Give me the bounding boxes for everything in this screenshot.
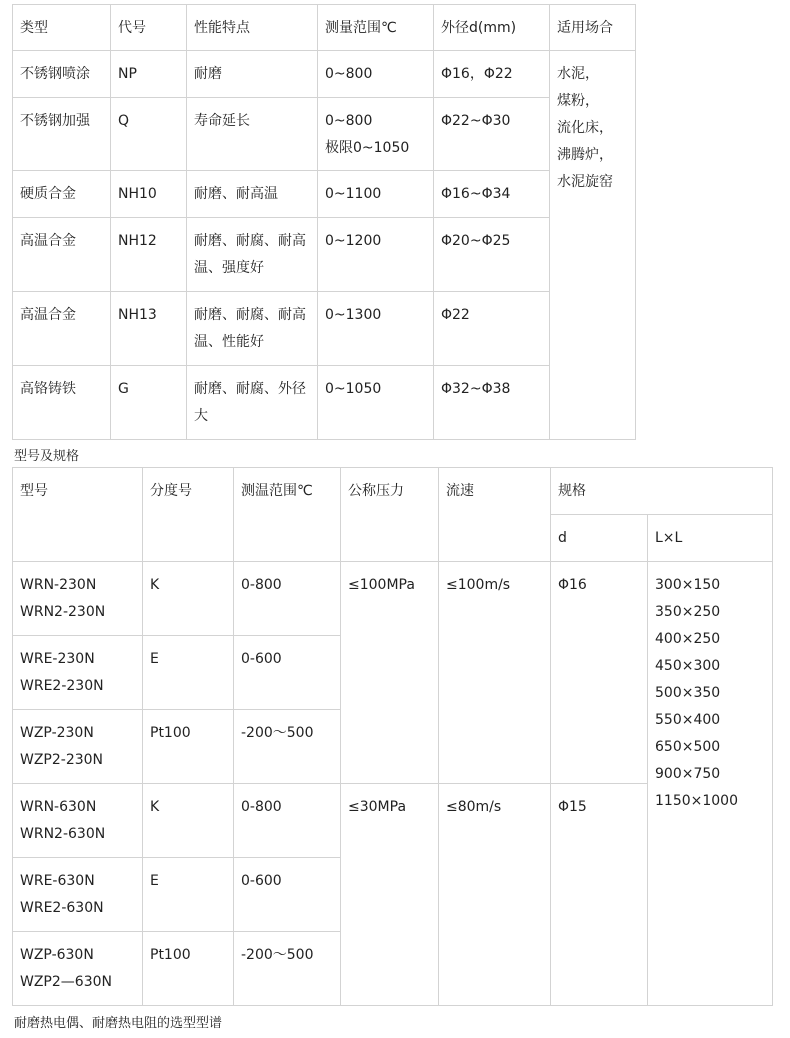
cell-features: 耐磨、耐腐、耐高 温、强度好 (187, 218, 318, 292)
header-flow-speed: 流速 (439, 468, 551, 562)
table-row (13, 218, 636, 292)
cell-range: 0~1100 (318, 171, 434, 218)
cell-features: 寿命延长 (187, 98, 318, 171)
cell-range: 0~1300 (318, 292, 434, 366)
header-features: 性能特点 (187, 5, 318, 51)
table-row (13, 562, 773, 636)
cell-model: WZP-230N WZP2-230N (13, 710, 143, 784)
cell-range: 0~1200 (318, 218, 434, 292)
cell-diameter: Φ22~Φ30 (434, 98, 550, 171)
cell-code: NH13 (111, 292, 187, 366)
cell-type: 高温合金 (13, 292, 111, 366)
table-row (13, 292, 636, 366)
header-graduation: 分度号 (143, 468, 234, 562)
header-d: d (551, 515, 648, 562)
header-code: 代号 (111, 5, 187, 51)
cell-code: Q (111, 98, 187, 171)
header-pressure: 公称压力 (341, 468, 439, 562)
header-diameter: 外径d(mm) (434, 5, 550, 51)
table-row (13, 171, 636, 218)
cell-code: NH10 (111, 171, 187, 218)
header-temp-range: 测温范围℃ (234, 468, 341, 562)
table-caption-models: 型号及规格 (14, 449, 80, 464)
header-application: 适用场合 (550, 5, 636, 51)
cell-temp-range: 0-800 (234, 562, 341, 636)
cell-flow-speed: ≤80m/s (439, 784, 551, 1006)
table-header-row (13, 5, 636, 51)
cell-range: 0~800 极限0~1050 (318, 98, 434, 171)
cell-model: WRE-230N WRE2-230N (13, 636, 143, 710)
cell-pressure: ≤30MPa (341, 784, 439, 1006)
cell-diameter: Φ16~Φ34 (434, 171, 550, 218)
cell-temp-range: 0-600 (234, 636, 341, 710)
cell-d: Φ15 (551, 784, 648, 1006)
cell-features: 耐磨 (187, 51, 318, 98)
cell-diameter: Φ20~Φ25 (434, 218, 550, 292)
cell-range: 0~800 (318, 51, 434, 98)
header-range: 测量范围℃ (318, 5, 434, 51)
header-type: 类型 (13, 5, 111, 51)
cell-graduation: E (143, 858, 234, 932)
cell-graduation: K (143, 784, 234, 858)
table-row (13, 366, 636, 440)
cell-type: 不锈钢喷涂 (13, 51, 111, 98)
cell-graduation: E (143, 636, 234, 710)
cell-lxl: 300×150 350×250 400×250 450×300 500×350 550×400 650×500 900×750 1150×1000 (648, 562, 773, 1006)
cell-graduation: Pt100 (143, 710, 234, 784)
cell-features: 耐磨、耐高温 (187, 171, 318, 218)
cell-temp-range: 0-800 (234, 784, 341, 858)
cell-range: 0~1050 (318, 366, 434, 440)
cell-diameter: Φ22 (434, 292, 550, 366)
header-lxl: L×L (648, 515, 773, 562)
cell-features: 耐磨、耐腐、外径 大 (187, 366, 318, 440)
cell-graduation: K (143, 562, 234, 636)
table-row (13, 51, 636, 98)
protection-tube-table (12, 4, 636, 440)
cell-features: 耐磨、耐腐、耐高 温、性能好 (187, 292, 318, 366)
cell-model: WRN-230N WRN2-230N (13, 562, 143, 636)
cell-model: WRN-630N WRN2-630N (13, 784, 143, 858)
cell-type: 硬质合金 (13, 171, 111, 218)
cell-temp-range: -200～500 (234, 932, 341, 1006)
cell-application: 水泥， 煤粉， 流化床， 沸腾炉， 水泥旋窑 (550, 51, 636, 440)
cell-diameter: Φ32~Φ38 (434, 366, 550, 440)
table-caption-selection: 耐磨热电偶、耐磨热电阻的选型型谱 (14, 1016, 223, 1031)
cell-d: Φ16 (551, 562, 648, 784)
cell-type: 高铬铸铁 (13, 366, 111, 440)
cell-diameter: Φ16，Φ22 (434, 51, 550, 98)
cell-graduation: Pt100 (143, 932, 234, 1006)
cell-model: WRE-630N WRE2-630N (13, 858, 143, 932)
model-spec-table (12, 467, 773, 1006)
cell-pressure: ≤100MPa (341, 562, 439, 784)
table-row (13, 98, 636, 171)
cell-code: NH12 (111, 218, 187, 292)
cell-code: NP (111, 51, 187, 98)
cell-type: 高温合金 (13, 218, 111, 292)
cell-flow-speed: ≤100m/s (439, 562, 551, 784)
cell-temp-range: 0-600 (234, 858, 341, 932)
cell-model: WZP-630N WZP2—630N (13, 932, 143, 1006)
table-header-row (13, 468, 773, 515)
cell-code: G (111, 366, 187, 440)
cell-type: 不锈钢加强 (13, 98, 111, 171)
header-spec: 规格 (551, 468, 773, 515)
cell-temp-range: -200～500 (234, 710, 341, 784)
header-model: 型号 (13, 468, 143, 562)
